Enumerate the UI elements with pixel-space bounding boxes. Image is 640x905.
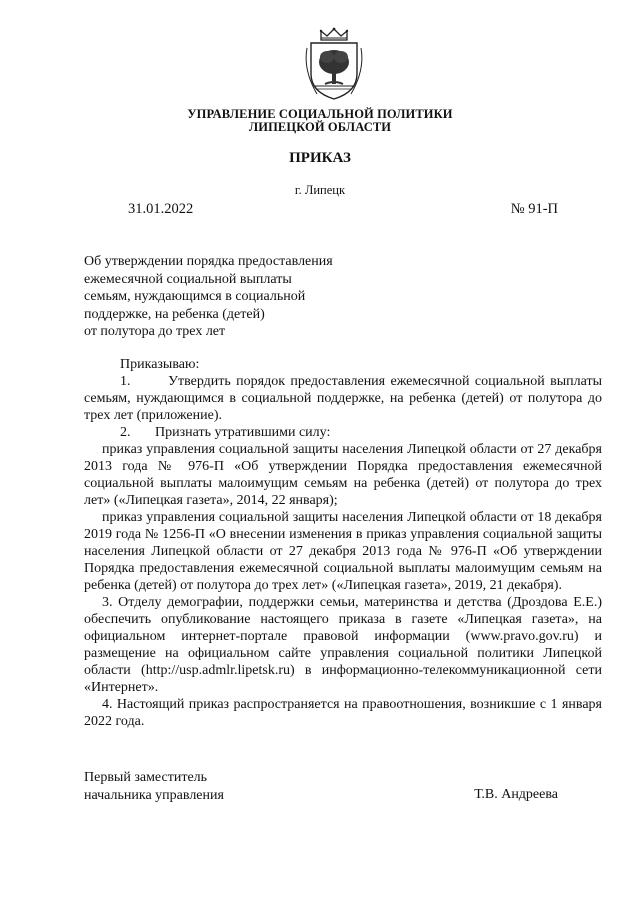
item-1 — [84, 373, 602, 424]
intro-paragraph: Приказываю: — [120, 357, 200, 372]
document-subject — [84, 253, 384, 341]
position-line2: начальника управления — [84, 788, 224, 803]
document-date: 31.01.2022 — [128, 201, 194, 217]
item-2 — [84, 424, 602, 441]
item-2-number: 2. — [120, 425, 131, 440]
org-name-line1: УПРАВЛЕНИЕ СОЦИАЛЬНОЙ ПОЛИТИКИ — [187, 107, 453, 121]
subject-line: от полутора до трех лет — [84, 324, 226, 339]
subject-line: Об утверждении порядка предоставления — [84, 254, 333, 269]
signatory-position — [84, 769, 224, 805]
item-3: 3. Отделу демографии, поддержки семьи, материнства и детства (Дроздова Е.Е.) обеспечить опубликование настоящего приказа в газете «Липецкая газета», на официальном интернет-портале правовой информации (www.pravo.gov.ru) и размещение на официальном сайте управления социальной политики Липецкой области (http://usp.admlr.lipetsk.ru) в информационно-телекоммуникационной сети «Интернет». — [84, 595, 602, 695]
subject-line: семьям, нуждающимся в социальной — [84, 289, 306, 304]
document-body — [84, 356, 602, 730]
subject-line: ежемесячной социальной выплаты — [84, 271, 292, 287]
item-4: 4. Настоящий приказ распространяется на правоотношения, возникшие с 1 января 2022 года. — [84, 697, 602, 729]
document-number: № 91-П — [510, 201, 558, 217]
item-2a: приказ управления социальной защиты населения Липецкой области от 27 декабря 2013 года № 976-П «Об утверждении Порядка предоставления ежемесячной социальной выплаты малоимущим семьям на ребенка (детей) от полутора до трех лет» («Липецкая газета», 2014, 22 января); — [84, 442, 602, 508]
item-1-text: Утвердить порядок предоставления ежемесячной социальной выплаты семьям, нуждающимся в социальной поддержке, на ребенка (детей) от полутора до трех лет (приложение). — [84, 374, 602, 423]
position-line1: Первый заместитель — [84, 770, 208, 785]
item-2-text: Признать утратившими силу: — [155, 425, 331, 440]
item-2b: приказ управления социальной защиты населения Липецкой области от 18 декабря 2019 года № 1256-П «О внесении изменения в приказ управления социальной защиты населения Липецкой области от 27 декабря 2013 года № 976-П «Об утверждении Порядка предоставления ежемесячной социальной выплаты малоимущим семьям на ребенка (детей) от полутора до трех лет» («Липецкая газета», 2019, 21 декабря). — [84, 510, 602, 593]
org-name-line2: ЛИПЕЦКОЙ ОБЛАСТИ — [248, 120, 392, 134]
document-type: ПРИКАЗ — [289, 150, 351, 166]
coat-of-arms-icon — [303, 26, 365, 102]
city: г. Липецк — [294, 183, 346, 197]
item-1-number: 1. — [120, 374, 131, 389]
signatory-name: Т.В. Андреева — [474, 787, 558, 802]
subject-line: поддержке, на ребенка (детей) — [84, 306, 265, 322]
